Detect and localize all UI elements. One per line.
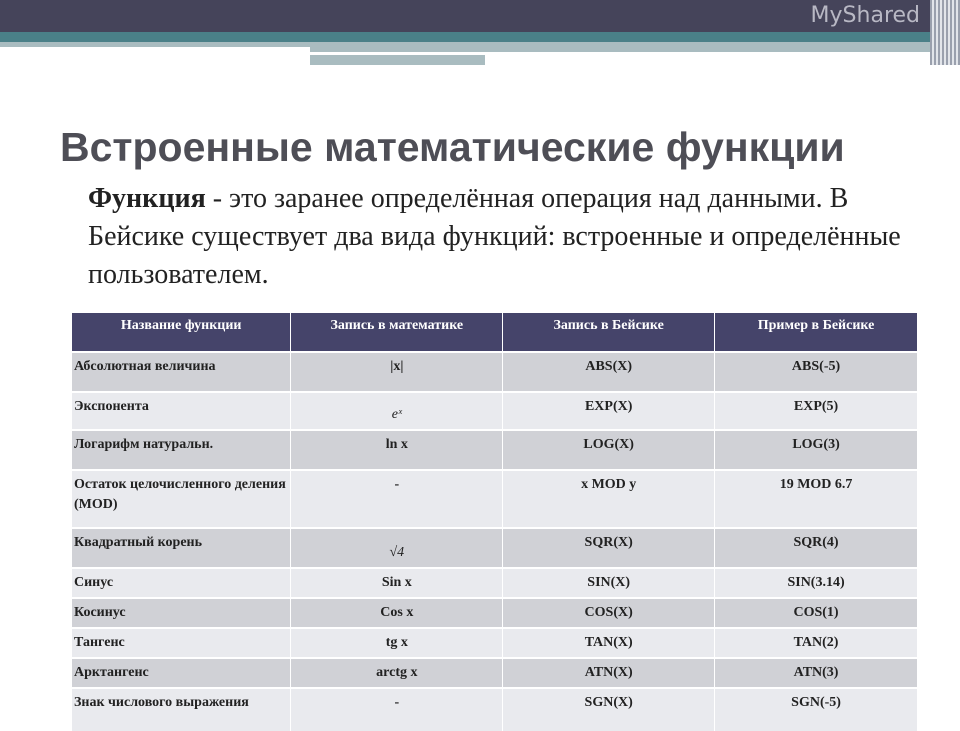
table-cell: Логарифм натуральн. [72,430,291,470]
table-cell: EXP(5) [715,392,918,430]
table-row [72,568,918,598]
table-cell: Остаток целочисленного деления (MOD) [72,470,291,528]
table-cell: x MOD y [503,470,715,528]
table-row [72,392,918,430]
table-cell: LOG(X) [503,430,715,470]
table-cell: SIN(3.14) [715,568,918,598]
table-header-row [72,313,918,352]
definition: - это заранее определённая операция над данными. В Бейсике существует два вида функций: встроенные и определённые пользователем. [88,183,901,290]
table-cell: Косинус [72,598,291,628]
table-cell: √4 [291,528,503,568]
header-stripe [310,55,485,65]
table-cell: Знак числового выражения [72,688,291,731]
table-cell: EXP(X) [503,392,715,430]
table-row [72,430,918,470]
table-cell: Арктангенс [72,658,291,688]
table-cell: SGN(X) [503,688,715,731]
table-cell: LOG(3) [715,430,918,470]
table-cell: SQR(4) [715,528,918,568]
table-cell: SGN(-5) [715,688,918,731]
watermark: MyShared [810,3,920,28]
table-cell: SIN(X) [503,568,715,598]
table-row [72,528,918,568]
table-cell: Тангенс [72,628,291,658]
slide-body-text [88,180,908,294]
table-cell: COS(X) [503,598,715,628]
table-cell: eˣ [291,392,503,430]
table-cell: TAN(X) [503,628,715,658]
table-row [72,628,918,658]
table-cell: Квадратный корень [72,528,291,568]
table-cell: ATN(X) [503,658,715,688]
term: Функция [88,183,206,214]
table-cell: - [291,688,503,731]
table-row [72,470,918,528]
table-cell: |x| [291,352,503,392]
table-cell: ABS(-5) [715,352,918,392]
column-header: Пример в Бейсике [715,313,918,352]
table-cell: ATN(3) [715,658,918,688]
table-cell: Экспонента [72,392,291,430]
header-accent-bar [0,32,960,42]
decorative-stripes [930,0,960,65]
table-cell: arctg x [291,658,503,688]
table-cell: 19 MOD 6.7 [715,470,918,528]
header-stripe [0,42,310,47]
column-header: Название функции [72,313,291,352]
table-cell: - [291,470,503,528]
table-row [72,688,918,731]
column-header: Запись в Бейсике [503,313,715,352]
slide-title: Встроенные математические функции [60,124,845,170]
table-cell: SQR(X) [503,528,715,568]
table-row [72,658,918,688]
table-cell: ABS(X) [503,352,715,392]
table-cell: tg x [291,628,503,658]
functions-table [72,313,918,731]
header-stripe [310,42,960,52]
table-cell: Cos x [291,598,503,628]
column-header: Запись в математике [291,313,503,352]
table-cell: Абсолютная величина [72,352,291,392]
table-row [72,352,918,392]
table-cell: ln x [291,430,503,470]
table-cell: Sin x [291,568,503,598]
table-cell: COS(1) [715,598,918,628]
table-cell: Синус [72,568,291,598]
table-cell: TAN(2) [715,628,918,658]
table-row [72,598,918,628]
